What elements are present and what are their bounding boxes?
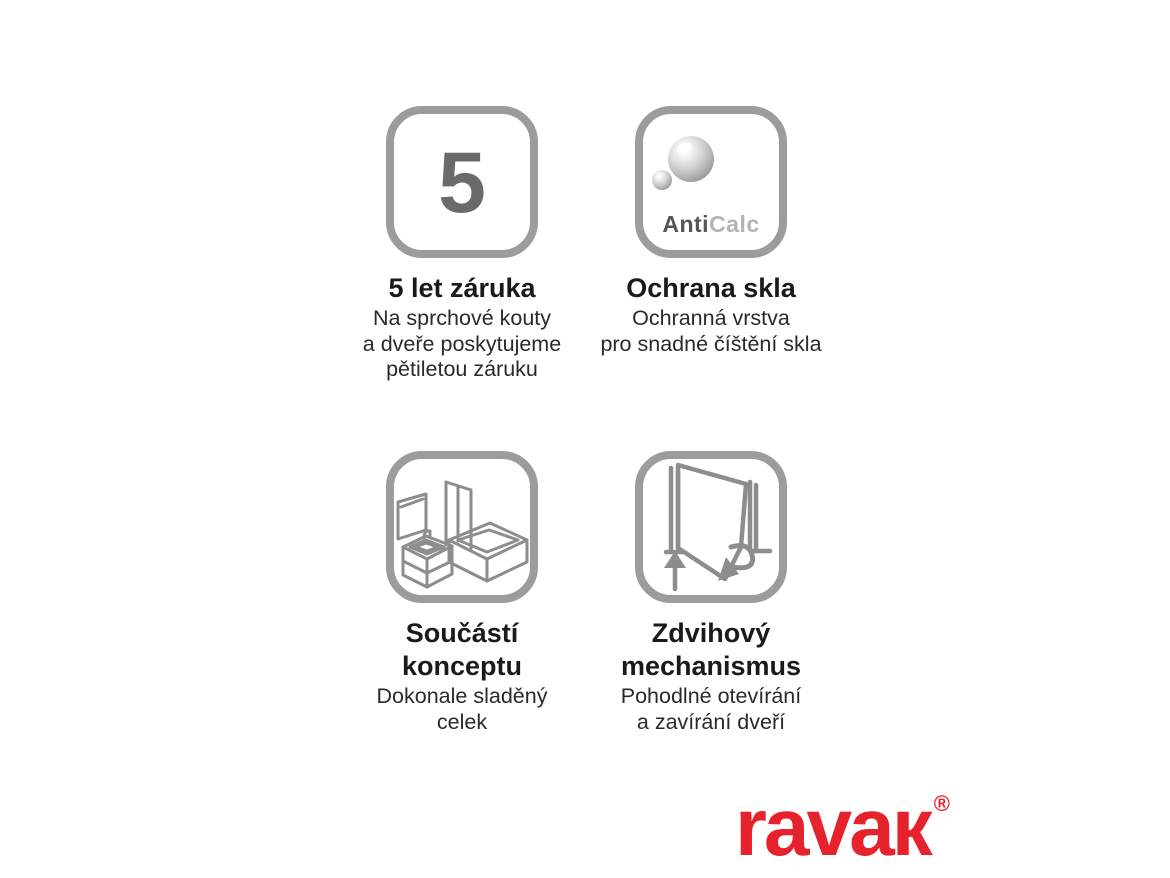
opening-door-drawing xyxy=(635,451,787,603)
ravak-wordmark: ravaк xyxy=(735,782,930,873)
large-bubble-icon xyxy=(668,136,714,182)
feature-subtitle: Na sprchové kouty a dveře poskytujeme pětiletou záruku xyxy=(362,306,562,381)
number-5-glyph: 5 xyxy=(438,134,486,231)
feature-title: Součástí konceptu xyxy=(401,618,522,681)
bathroom-concept-icon xyxy=(386,451,538,603)
bathroom-scene-drawing xyxy=(386,451,538,603)
feature-title: Ochrana skla xyxy=(626,273,796,303)
feature-title: 5 let záruka xyxy=(388,273,536,303)
feature-title: Zdvihový mechanismus xyxy=(620,618,802,681)
feature-lift-mechanism xyxy=(586,451,836,735)
feature-concept xyxy=(337,451,587,735)
five-years-warranty-icon xyxy=(386,106,538,258)
small-bubble-icon xyxy=(652,170,672,190)
feature-warranty xyxy=(337,106,587,383)
anticalc-wordmark: AntiCalc xyxy=(662,211,760,237)
feature-subtitle: Ochranná vrstva pro snadné číštění skla xyxy=(600,306,822,356)
feature-subtitle: Dokonale sladěný celek xyxy=(376,684,548,734)
feature-glass-protection xyxy=(586,106,836,357)
anticalc-glass-protection-icon xyxy=(635,106,787,258)
ravak-logo xyxy=(735,782,950,873)
registered-trademark-icon: ® xyxy=(933,791,950,816)
bubble-highlight xyxy=(675,140,693,157)
feature-subtitle: Pohodlné otevírání a zavírání dveří xyxy=(620,684,802,734)
lifting-door-mechanism-icon xyxy=(635,451,787,603)
